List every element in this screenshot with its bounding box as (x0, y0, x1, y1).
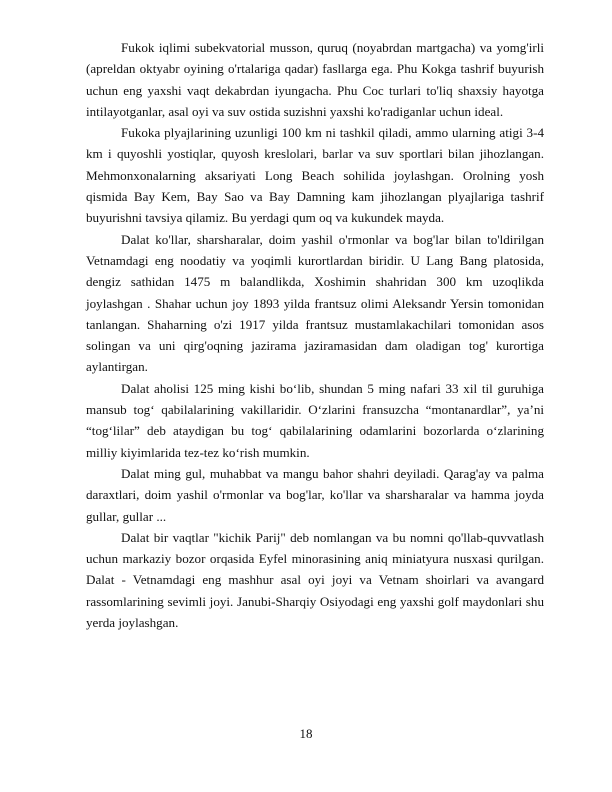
paragraph-fukok-beaches: Fukoka plyajlarining uzunligi 100 km ni tashkil qiladi, ammo ularning atigi 3-4 km i quyoshli yostiqlar, quyosh kreslolari, barlar va suv sportlari bilan jihozlangan. Mehmonxonalarning aksariyati Long Beach sohilida joylashgan. Orolning yosh qismida Bay Kem, Bay Sao va Bay Damning kam jihozlangan plyajlariga tashrif buyurishni tavsiya qilamiz. Bu yerdagi qum oq va kukundek mayda. (86, 125, 544, 226)
paragraph-fukok-climate: Fukok iqlimi subekvatorial musson, quruq (noyabrdan martgacha) va yomg'irli (apreldan oktyabr oyining o'rtalariga qadar) fasllarga ega. Phu Kokga tashrif buyurish uchun eng yaxshi vaqt dekabrdan iyungacha. Phu Coc turlari to'liq shaxsiy hayotga intilayotganlar, asal oyi va suv ostida suzishni yaxshi ko'radiganlar uchun ideal. (86, 40, 544, 119)
document-body (86, 37, 544, 633)
paragraph-dalat-population: Dalat aholisi 125 ming kishi bo‘lib, shundan 5 ming nafari 33 xil til guruhiga mansub tog‘ qabilalarining vakillaridir. O‘zlarini fransuzcha “montanardlar”, ya’ni “tog‘lilar” deb ataydigan bu tog‘ qabilalarining odamlarini bozorlarda o‘zlarining milliy kiyimlarida tez-tez ko‘rish mumkin. (86, 380, 544, 460)
page-number: 18 (299, 726, 313, 741)
paragraph-dalat-little-paris: Dalat bir vaqtlar "kichik Parij" deb nomlangan va bu nomni qo'llab-quvvatlash uchun markaziy bozor orqasida Eyfel minorasining aniq miniatyura nusxasi qurilgan. Dalat - Vetnamdagi eng mashhur asal oyi joyi va Vetnam shoirlari va avangard rassomlarining sevimli joyi. Janubi-Sharqiy Osiyodagi eng yaxshi golf maydonlari shu yerda joylashgan. (86, 529, 544, 631)
paragraph-dalat-intro: Dalat ko'llar, sharsharalar, doim yashil o'rmonlar va bog'lar bilan to'ldirilgan Vetnamdagi eng noodatiy va yoqimli kurortlardan biridir. U Lang Bang platosida, dengiz sathidan 1475 m balandlikda, Xoshimin shahridan 300 km uzoqlikda joylashgan . Shahar uchun joy 1893 yilda frantsuz olimi Aleksandr Yersin tomonidan tanlangan. Shaharning o'zi 1917 yilda frantsuz mustamlakachilari tomonidan asos solingan va uni qirg'oqning jazirama jaziramasidan dam oladigan tog' kurortiga aylantirgan. (86, 231, 544, 375)
paragraph-dalat-flowers: Dalat ming gul, muhabbat va mangu bahor shahri deyiladi. Qarag'ay va palma daraxtlari, doim yashil o'rmonlar va bog'lar, ko'llar va sharsharalar va hamma joyda gullar, gullar ... (86, 465, 544, 524)
